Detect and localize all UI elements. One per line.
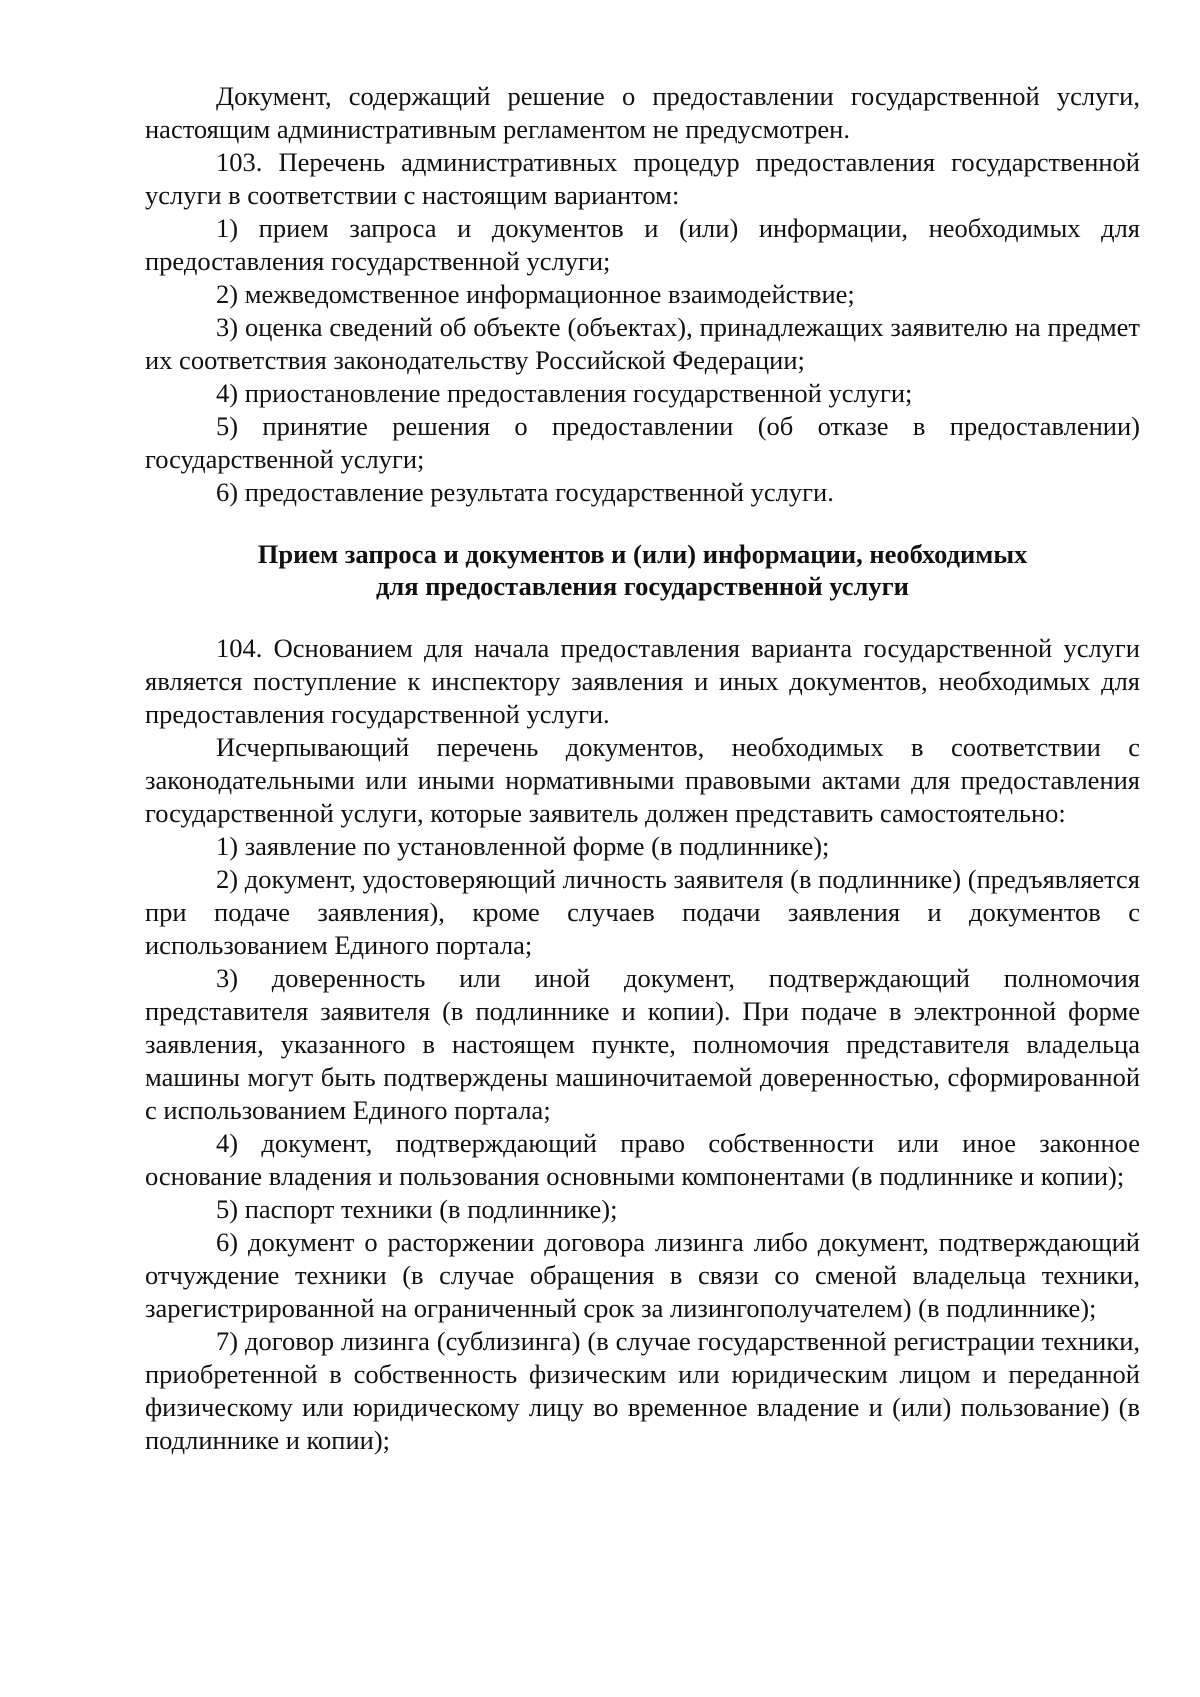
list-item-3: 3) оценка сведений об объекте (объектах), принадлежащих заявителю на предмет их соответствия законодательству Российской Федерации; — [145, 312, 1140, 375]
section-heading-line-2: для предоставления государственной услуги — [376, 571, 909, 601]
document-item-2: 2) документ, удостоверяющий личность заявителя (в подлиннике) (предъявляется при подаче заявления), кроме случаев подачи заявления и документов с использованием Единого портала; — [145, 864, 1140, 960]
list-item-1: 1) прием запроса и документов и (или) информации, необходимых для предоставления государственной услуги; — [145, 213, 1140, 276]
document-item-6: 6) документ о расторжении договора лизинга либо документ, подтверждающий отчуждение техники (в случае обращения в связи со сменой владельца техники, зарегистрированной на ограниченный срок за лизингополучателем) (в подлиннике); — [145, 1227, 1140, 1323]
list-item-4: 4) приостановление предоставления государственной услуги; — [216, 378, 913, 408]
list-item-2: 2) межведомственное информационное взаимодействие; — [216, 279, 855, 309]
document-page — [145, 80, 1140, 1457]
document-item-1: 1) заявление по установленной форме (в подлиннике); — [216, 831, 830, 861]
section-heading-line-1: Прием запроса и документов и (или) информации, необходимых — [257, 539, 1028, 569]
paragraph-104: 104. Основанием для начала предоставления варианта государственной услуги является поступление к инспектору заявления и иных документов, необходимых для предоставления государственной услуги. — [145, 633, 1140, 729]
document-item-4: 4) документ, подтверждающий право собственности или иное законное основание владения и пользования основными компонентами (в подлиннике и копии); — [145, 1128, 1140, 1191]
paragraph-decision-note: Документ, содержащий решение о предоставлении государственной услуги, настоящим административным регламентом не предусмотрен. — [145, 81, 1140, 144]
document-item-5: 5) паспорт техники (в подлиннике); — [216, 1194, 618, 1224]
paragraph-documents-list-intro: Исчерпывающий перечень документов, необходимых в соответствии с законодательными или иными нормативными правовыми актами для предоставления государственной услуги, которые заявитель должен представить самостоятельно: — [145, 732, 1140, 828]
paragraph-103: 103. Перечень административных процедур предоставления государственной услуги в соответствии с настоящим вариантом: — [145, 147, 1140, 210]
document-item-3: 3) доверенность или иной документ, подтверждающий полномочия представителя заявителя (в подлиннике и копии). При подаче в электронной форме заявления, указанного в настоящем пункте, полномочия представителя владельца машины могут быть подтверждены машиночитаемой доверенностью, сформированной с использованием Единого портала; — [145, 963, 1140, 1125]
document-item-7: 7) договор лизинга (сублизинга) (в случае государственной регистрации техники, приобретенной в собственность физическим или юридическим лицом и переданной физическому или юридическому лицу во временное владение и (или) пользование) (в подлиннике и копии); — [145, 1326, 1140, 1455]
list-item-5: 5) принятие решения о предоставлении (об отказе в предоставлении) государственной услуги; — [145, 411, 1140, 474]
list-item-6: 6) предоставление результата государственной услуги. — [216, 477, 834, 507]
section-heading — [145, 538, 1140, 602]
